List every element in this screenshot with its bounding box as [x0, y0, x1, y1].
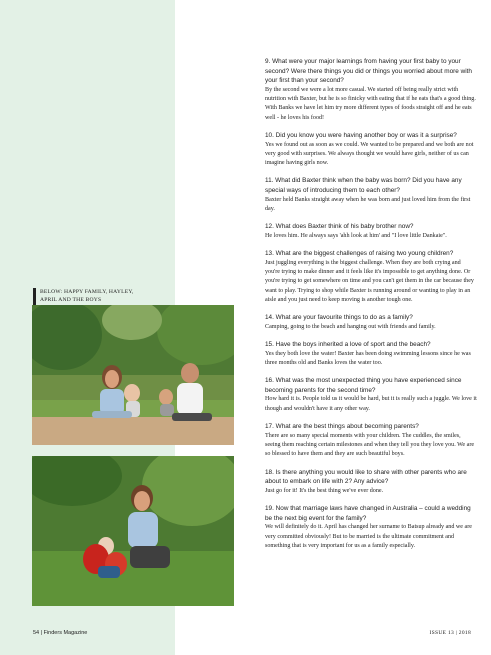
- answer-text: Camping, going to the beach and hanging out with friends and family.: [265, 323, 436, 330]
- question-text: 17. What are the best things about becoming parents?: [265, 423, 419, 431]
- caption-line: APRIL AND THE BOYS: [40, 297, 102, 303]
- question-text: 16. What was the most unexpected thing you have experienced since becoming parents for the second time?: [265, 377, 462, 394]
- qa-item: [265, 422, 477, 459]
- question-text: 11. What did Baxter think when the baby was born? Did you have any special ways of introducing them to each other?: [265, 177, 462, 195]
- answer-text: He loves him. He always says 'ahh look at him' and "I love little Dankaie".: [265, 232, 447, 239]
- qa-item: [265, 176, 477, 214]
- qa-item: [265, 222, 477, 241]
- qa-item: [265, 249, 477, 305]
- interview-article: [265, 57, 477, 559]
- question-text: 13. What are the biggest challenges of raising two young children?: [265, 250, 454, 258]
- answer-text: Baxter held Banks straight away when he was born and just loved him from the first day.: [265, 196, 471, 212]
- answer-text: Yes we found out as soon as we could. We wanted to be prepared and we both are not very good with surprises. We always thought we would have girls, neither of us can imagine having girls now.: [265, 141, 474, 167]
- answer-text: Yes they both love the water! Baxter has been doing swimming lessons since he was three months old and Banks loves the water too.: [265, 350, 471, 366]
- mother-and-baby-photo: [32, 456, 234, 606]
- qa-item: [265, 57, 477, 123]
- answer-text: By the second we were a lot more casual. We started off being really strict with nutrition with Baxter, but he is so finicky with eating that if he eats that's a good thing. With Banks we have let him try more different types of foods straight off and he eats well - he loves his food!: [265, 86, 476, 121]
- qa-item: [265, 313, 477, 332]
- question-text: 12. What does Baxter think of his baby brother now?: [265, 223, 414, 231]
- answer-text: We will definitely do it. April has changed her surname to Batsup already and we are very committed obviously! But to be married is the ultimate commitment and something that is very important for us as a family especially.: [265, 524, 472, 549]
- answer-text: There are so many special moments with your children. The cuddles, the smiles, seeing them reaching certain milestones and when they tell you they love you. We are so blessed to have them and they are such beautiful boys.: [265, 432, 475, 458]
- question-text: 15. Have the boys inherited a love of sport and the beach?: [265, 341, 431, 349]
- qa-item: [265, 468, 477, 496]
- page-footer-right: ISSUE 13 | 2018: [429, 630, 471, 636]
- answer-text: Just go for it! It's the best thing we've ever done.: [265, 487, 384, 494]
- family-photo: [32, 305, 234, 445]
- question-text: 14. What are your favourite things to do as a family?: [265, 314, 413, 322]
- answer-text: Just juggling everything is the biggest challenge. When they are both crying and you're trying to make dinner and it feels like it's impossible to get anything done. Or you're trying to get somewhere on time and you can't get them in the car because they want to play. Trying to shop while Baxter is running around or wanting to play in an aisle and you just need to keep moving is another tough one.: [265, 259, 474, 303]
- qa-item: [265, 504, 477, 551]
- qa-item: [265, 376, 477, 414]
- qa-item: [265, 131, 477, 168]
- question-text: 10. Did you know you were having another boy or was it a surprise?: [265, 131, 457, 139]
- page-footer-left: 54 | Finders Magazine: [33, 630, 88, 636]
- question-text: 19. Now that marriage laws have changed in Australia – could a wedding be the next big event for the family?: [265, 505, 471, 522]
- qa-item: [265, 340, 477, 368]
- caption-line: BELOW: HAPPY FAMILY, HAYLEY,: [40, 289, 134, 295]
- question-text: 9. What were your major learnings from having your first baby to your second? Were there things you did or things you worried about more with your first than your second?: [265, 58, 472, 85]
- question-text: 18. Is there anything you would like to share with other parents who are about to embark on life with 2? Any advice?: [265, 468, 467, 486]
- answer-text: How hard it is. People told us it would be hard, but it is really such a juggle. We love it though and wouldn't have it any other way.: [265, 396, 477, 412]
